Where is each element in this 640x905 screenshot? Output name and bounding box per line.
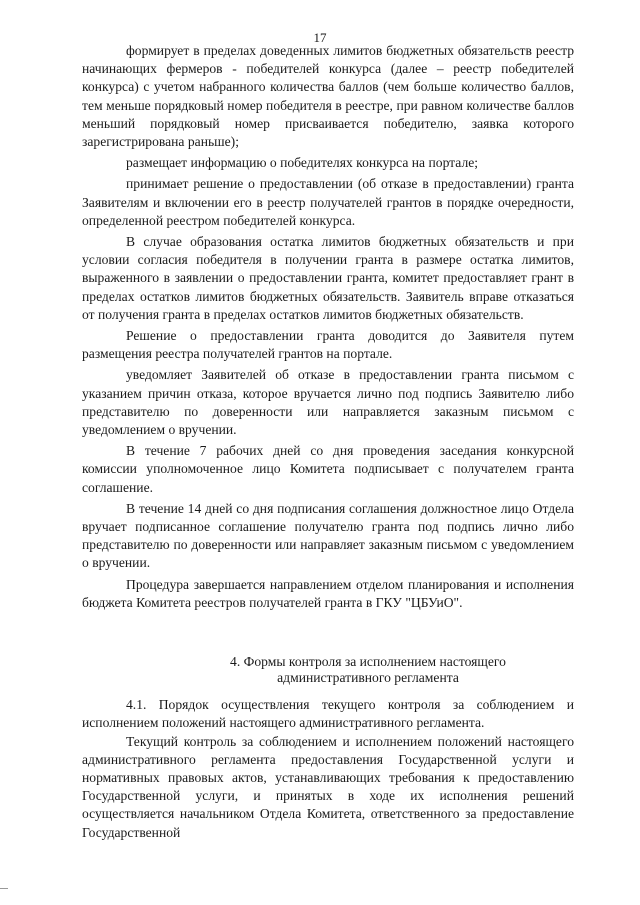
document-body: [82, 42, 574, 842]
paragraph-decision: принимает решение о предоставлении (об отказе в предоставлении) гранта Заявителям и включении его в реестр получателей грантов в порядке очередности, определенной реестром победителей конкурса.: [82, 176, 574, 228]
paragraph-4-1: 4.1. Порядок осуществления текущего контроля за соблюдением и исполнением положений настоящего административного регламента.: [82, 697, 574, 731]
section-title: [82, 654, 574, 686]
paragraph-procedure-end: Процедура завершается направлением отделом планирования и исполнения бюджета Комитета реестров получателей гранта в ГКУ "ЦБУиО".: [82, 576, 574, 610]
paragraph-remaining-limits: В случае образования остатка лимитов бюджетных обязательств и при условии согласия победителя в получении гранта в размере остатка лимитов, выраженного в заявлении о предоставлении гранта, комитет предоставляет грант в пределах остатков лимитов бюджетных обязательств. Заявитель вправе отказаться от получения гранта в пределах остатков лимитов бюджетных обязательств.: [82, 234, 574, 322]
paragraph-notification: Решение о предоставлении гранта доводится до Заявителя путем размещения реестра получателей грантов на портале.: [82, 328, 574, 362]
paragraph-registry: формирует в пределах доведенных лимитов бюджетных обязательств реестр начинающих фермеров - победителей конкурса (далее – реестр победителей конкурса) с учетом набранного количества баллов (чем больше количество баллов, тем меньше порядковый номер победителя в реестре, при равном количестве баллов меньший порядковый номер присваивается победителю, заявка которого зарегистрирована раньше);: [82, 43, 574, 150]
paragraph-refusal: уведомляет Заявителей об отказе в предоставлении гранта письмом с указанием причин отказа, которое вручается лично под подпись Заявителю либо представителю по доверенности или направляется заказным письмом с уведомлением о вручении.: [82, 367, 574, 438]
page-number: 17: [313, 30, 327, 45]
section-title-line-2: административного регламента: [277, 670, 459, 686]
scan-edge-mark: [0, 888, 8, 889]
paragraph-agreement-14-days: В течение 14 дней со дня подписания соглашения должностное лицо Отдела вручает подписанное соглашение получателю гранта под подпись лично либо представителю по доверенности или направляет заказным письмом с уведомлением о вручении.: [82, 500, 574, 571]
section-title-line-1: 4. Формы контроля за исполнением настоящего: [230, 654, 506, 670]
paragraph-current-control: Текущий контроль за соблюдением и исполнением положений настоящего административного регламента предоставления Государственной услуги и нормативных правовых актов, устанавливающих требования к предоставлению Государственной услуги, и принятых в ходе их исполнения решений осуществляется начальником Отдела Комитета, ответственного за предоставление Государственной: [82, 733, 574, 840]
paragraph-agreement-7-days: В течение 7 рабочих дней со дня проведения заседания конкурсной комиссии уполномоченное лицо Комитета подписывает с получателем гранта соглашение.: [82, 443, 574, 495]
paragraph-publish: размещает информацию о победителях конкурса на портале;: [126, 155, 479, 171]
